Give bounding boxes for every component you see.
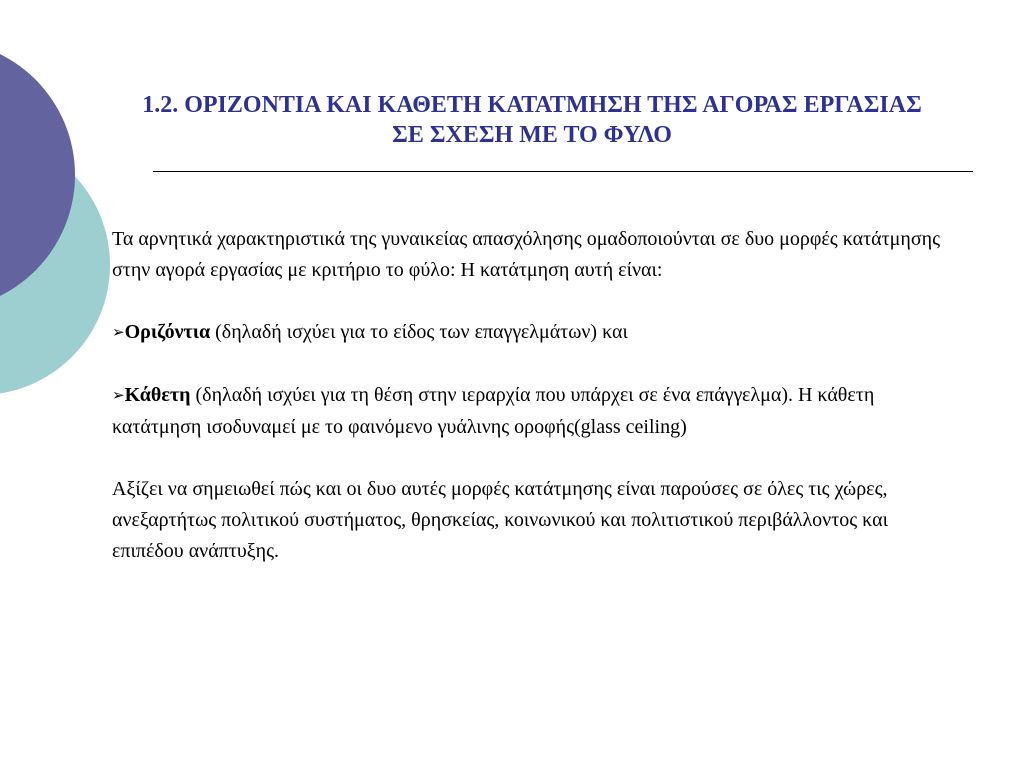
title-line-2: ΣΕ ΣΧΕΣΗ ΜΕ ΤΟ ΦΥΛΟ bbox=[392, 122, 672, 148]
slide-title bbox=[60, 90, 1004, 150]
arrow-bullet-icon: ➢ bbox=[112, 323, 125, 341]
conclusion-paragraph: Αξίζει να σημειωθεί πώς και οι δυο αυτές μορφές κατάτμησης είναι παρούσες σε όλες τις χώρες, ανεξαρτήτως πολιτικού συστήματος, θρησκείας, κοινωνικού και πολιτιστικού περιβάλλοντος και επιπέδου ανάπτυξης. bbox=[112, 478, 888, 562]
title-line-1: 1.2. ΟΡΙΖΟΝΤΙΑ ΚΑΙ ΚΑΘΕΤΗ ΚΑΤΑΤΜΗΣΗ ΤΗΣ ΑΓΟΡΑΣ ΕΡΓΑΣΙΑΣ bbox=[142, 92, 922, 118]
bullet-term: Κάθετη bbox=[124, 384, 191, 406]
title-underline bbox=[153, 171, 973, 172]
bullet-text: (δηλαδή ισχύει για το είδος των επαγγελμάτων) και bbox=[210, 321, 628, 343]
intro-paragraph: Τα αρνητικά χαρακτηριστικά της γυναικείας απασχόλησης ομαδοποιούνται σε δυο μορφές κατάτμησης στην αγορά εργασίας με κριτήριο το φύλο: Η κατάτμηση αυτή είναι: bbox=[112, 228, 940, 281]
slide-body bbox=[112, 224, 942, 567]
bullet-horizontal bbox=[112, 317, 942, 349]
bullet-term: Οριζόντια bbox=[124, 321, 211, 343]
bullet-text: (δηλαδή ισχύει για τη θέση στην ιεραρχία που υπάρχει σε ένα επάγγελμα). Η κάθετη κατάτμηση ισοδυναμεί με το φαινόμενο γυάλινης οροφής(glass ceiling) bbox=[112, 384, 875, 438]
arrow-bullet-icon: ➢ bbox=[112, 386, 125, 404]
bullet-vertical bbox=[112, 380, 942, 443]
